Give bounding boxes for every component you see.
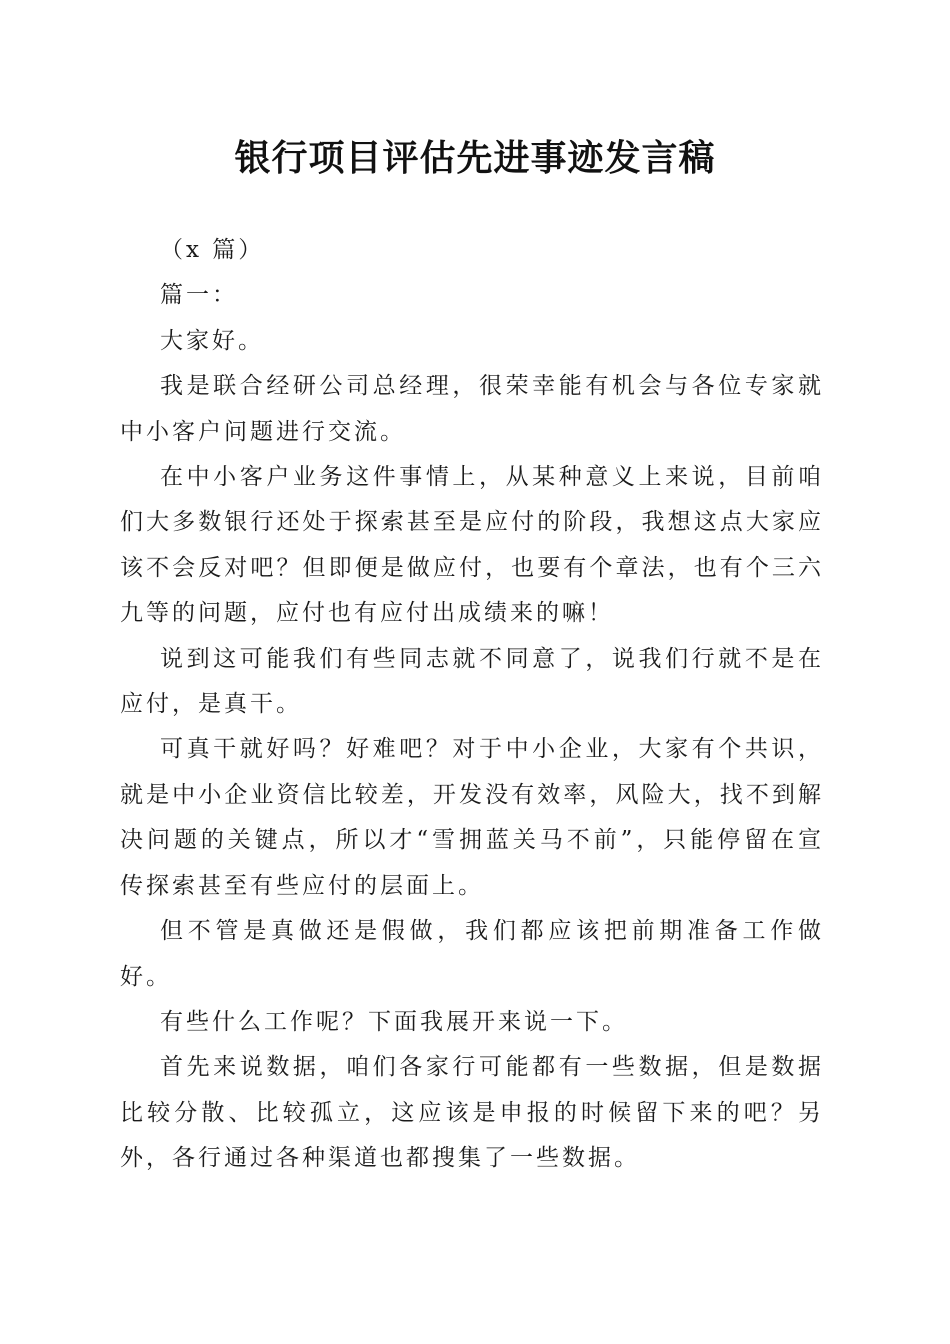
paragraph-greeting: 大家好。 <box>160 327 264 354</box>
paragraph: 但不管是真做还是假做，我们都应该把前期准备工作做好。 <box>120 918 824 990</box>
paragraph: 可真干就好吗？好难吧？对于中小企业，大家有个共识，就是中小企业资信比较差，开发没有效率，风险大，找不到解决问题的关键点，所以才“雪拥蓝关马不前”，只能停留在宣传探索甚至有些应付的层面上。 <box>120 736 824 899</box>
paragraph: 在中小客户业务这件事情上，从某种意义上来说，目前咱们大多数银行还处于探索甚至是应付的阶段，我想这点大家应该不会反对吧？但即便是做应付，也要有个章法，也有个三六九等的问题，应付也有应付出成绩来的嘛！ <box>120 464 824 627</box>
document-body <box>120 228 824 1182</box>
paragraph: 说到这可能我们有些同志就不同意了，说我们行就不是在应付，是真干。 <box>120 645 824 718</box>
paragraph: 首先来说数据，咱们各家行可能都有一些数据，但是数据比较分散、比较孤立，这应该是申报的时候留下来的吧？另外，各行通过各种渠道也都搜集了一些数据。 <box>120 1054 824 1172</box>
paragraph-section-heading: 篇一： <box>160 282 238 309</box>
paragraph-piece-count: （x 篇） <box>160 237 265 263</box>
paragraph: 有些什么工作呢？下面我展开来说一下。 <box>160 1008 628 1035</box>
paragraph: 我是联合经研公司总经理，很荣幸能有机会与各位专家就中小客户问题进行交流。 <box>120 373 824 445</box>
document-title: 银行项目评估先进事迹发言稿 <box>234 137 716 179</box>
